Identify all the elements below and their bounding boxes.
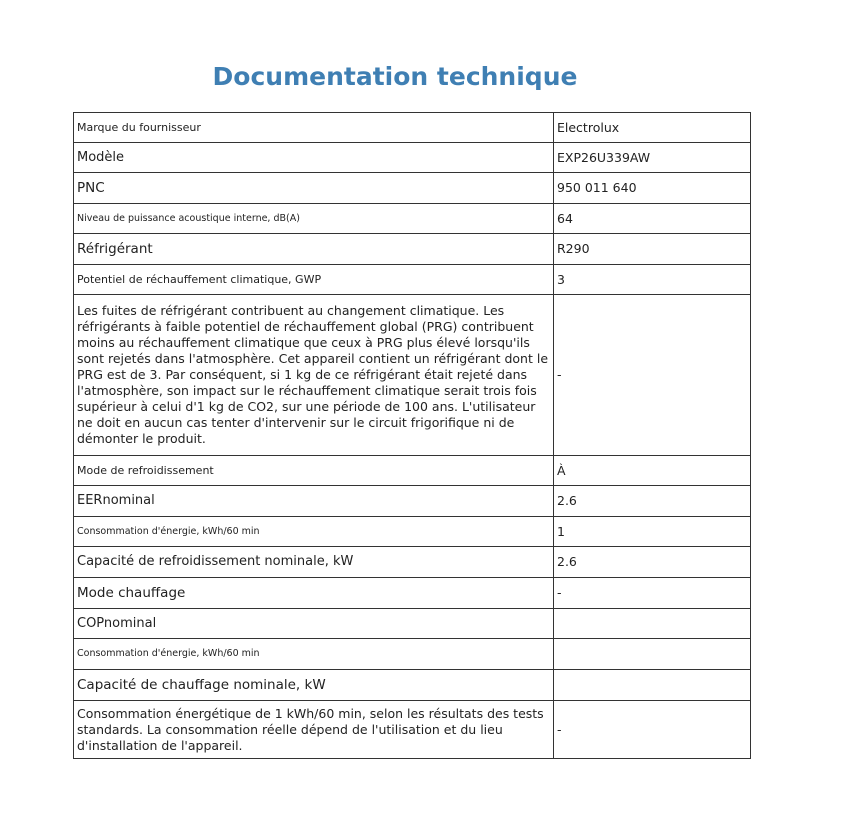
row-value-model: EXP26U339AW (554, 143, 751, 173)
row-value-cooling-energy: 1 (554, 517, 751, 547)
row-label-cop-nominal: COPnominal (74, 609, 554, 639)
row-value-cooling-mode: À (554, 456, 751, 486)
page-title: Documentation technique (212, 62, 578, 91)
row-label-energy-notice: Consommation énergétique de 1 kWh/60 min, selon les résultats des tests standards. La consommation réelle dépend de l'utilisation et du lieu d'installation de l'appareil. (74, 701, 554, 759)
row-label-cooling-energy: Consommation d'énergie, kWh/60 min (74, 517, 554, 547)
table-row (74, 456, 751, 486)
table-row (74, 701, 751, 759)
table-row (74, 143, 751, 173)
row-value-gwp: 3 (554, 265, 751, 295)
spec-table (73, 112, 751, 759)
row-value-heating-energy (554, 639, 751, 670)
table-row (74, 547, 751, 578)
row-value-acoustic-power: 64 (554, 204, 751, 234)
row-label-cooling-capacity: Capacité de refroidissement nominale, kW (74, 547, 554, 578)
table-row (74, 578, 751, 609)
row-label-eer-nominal: EERnominal (74, 486, 554, 517)
table-row (74, 517, 751, 547)
row-value-heating-mode: - (554, 578, 751, 609)
row-label-heating-capacity: Capacité de chauffage nominale, kW (74, 670, 554, 701)
row-label-gwp: Potentiel de réchauffement climatique, GWP (74, 265, 554, 295)
row-label-refrigerant-notice: Les fuites de réfrigérant contribuent au changement climatique. Les réfrigérants à faible potentiel de réchauffement global (PRG) contribuent moins au réchauffement climatique que ceux à PRG plus élevé lorsqu'ils sont rejetés dans l'atmosphère. Cet appareil contient un réfrigérant dont le PRG est de 3. Par conséquent, si 1 kg de ce réfrigérant était rejeté dans l'atmosphère, son impact sur le réchauffement climatique serait trois fois supérieur à celui d'1 kg de CO2, sur une période de 100 ans. L'utilisateur ne doit en aucun cas tenter d'intervenir sur le circuit frigorifique ni de démonter le produit. (74, 295, 554, 456)
row-value-cooling-capacity: 2.6 (554, 547, 751, 578)
row-value-energy-notice: - (554, 701, 751, 759)
row-label-heating-mode: Mode chauffage (74, 578, 554, 609)
row-value-eer-nominal: 2.6 (554, 486, 751, 517)
table-row (74, 295, 751, 456)
row-label-heating-energy: Consommation d'énergie, kWh/60 min (74, 639, 554, 670)
table-row (74, 609, 751, 639)
row-label-pnc: PNC (74, 173, 554, 204)
row-value-supplier: Electrolux (554, 113, 751, 143)
row-label-supplier: Marque du fournisseur (74, 113, 554, 143)
table-row (74, 486, 751, 517)
row-value-heating-capacity (554, 670, 751, 701)
table-row (74, 265, 751, 295)
table-row (74, 113, 751, 143)
row-label-acoustic-power: Niveau de puissance acoustique interne, dB(A) (74, 204, 554, 234)
table-row (74, 204, 751, 234)
row-value-pnc: 950 011 640 (554, 173, 751, 204)
row-label-model: Modèle (74, 143, 554, 173)
table-row (74, 639, 751, 670)
row-value-refrigerant: R290 (554, 234, 751, 265)
table-row (74, 173, 751, 204)
table-row (74, 234, 751, 265)
row-value-refrigerant-notice: - (554, 295, 751, 456)
row-label-cooling-mode: Mode de refroidissement (74, 456, 554, 486)
row-label-refrigerant: Réfrigérant (74, 234, 554, 265)
table-row (74, 670, 751, 701)
row-value-cop-nominal (554, 609, 751, 639)
